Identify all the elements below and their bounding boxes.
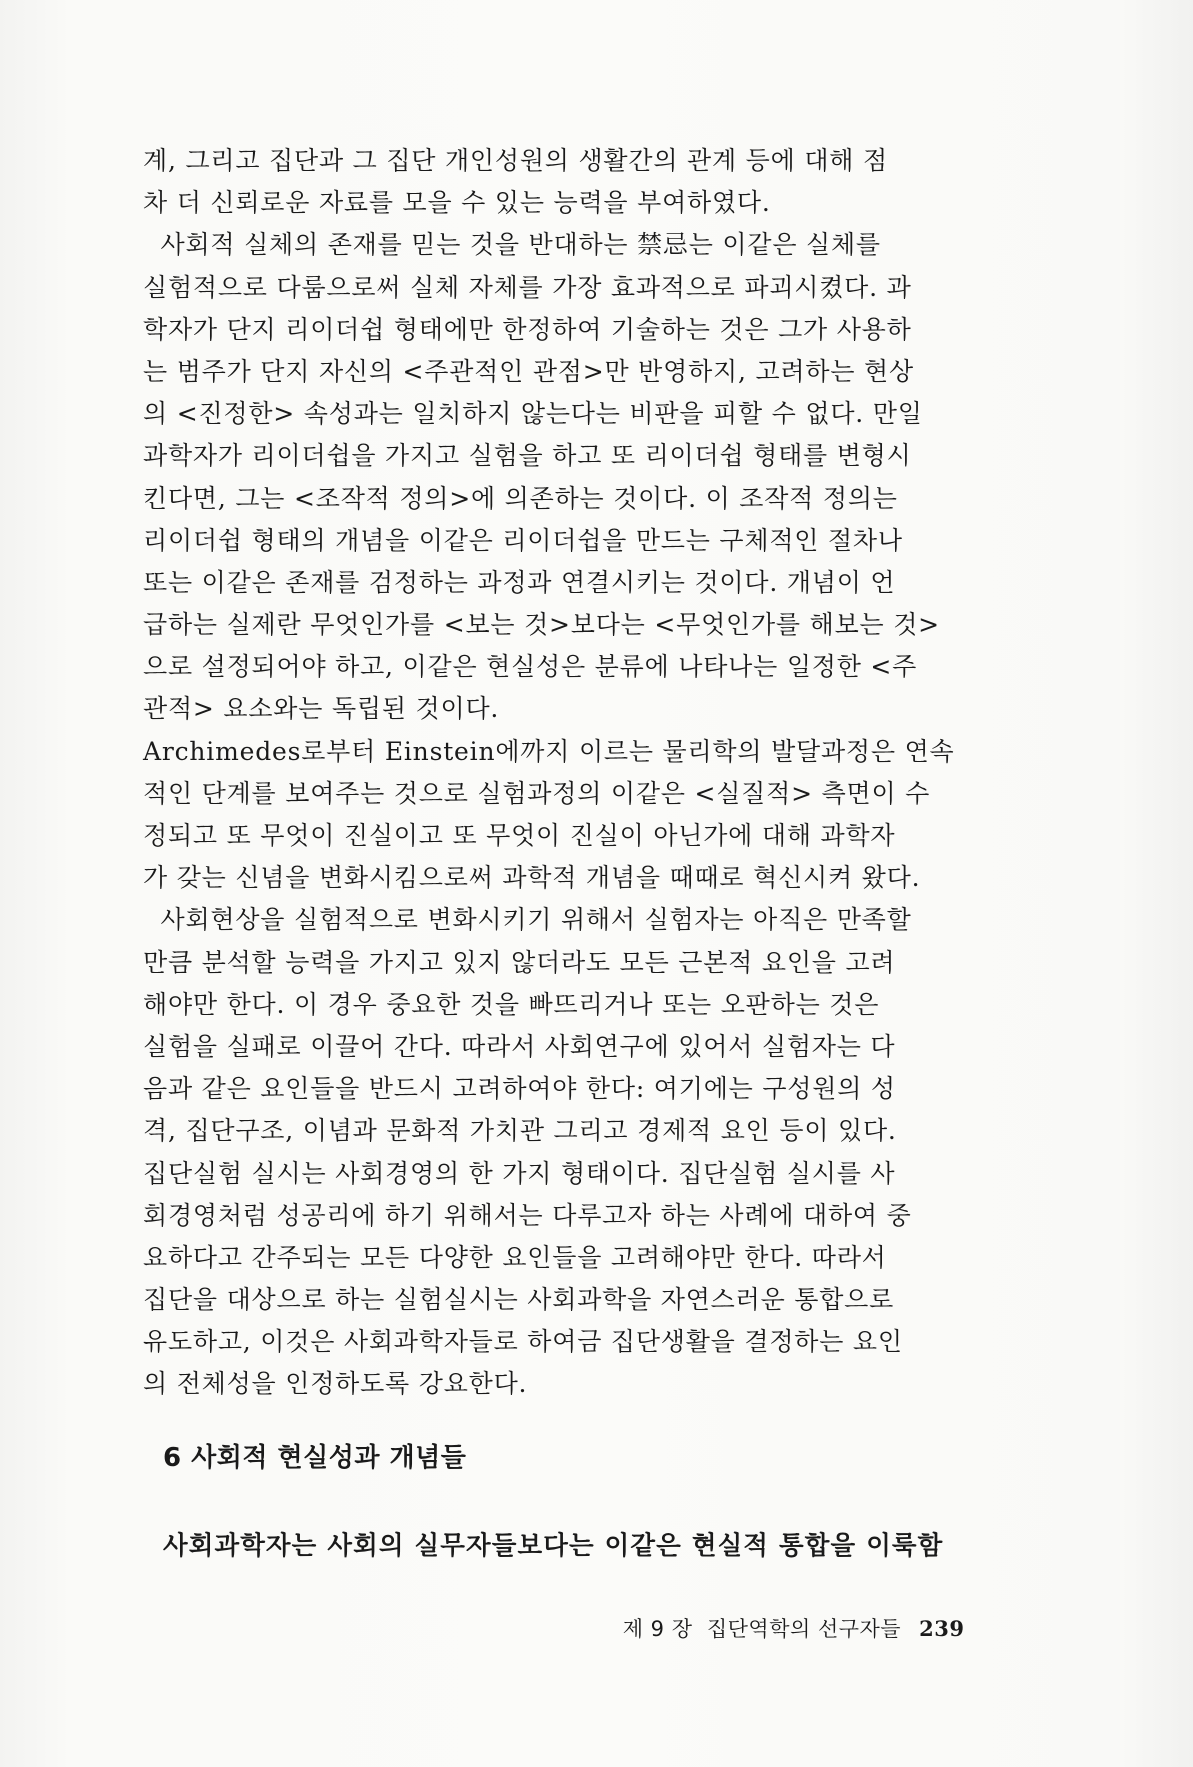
text-line: 적인 단계를 보여주는 것으로 실험과정의 이같은 <실질적> 측면이 수 [143,778,931,808]
text-line: 의 <진정한> 속성과는 일치하지 않는다는 비판을 피할 수 없다. 만일 [143,399,923,429]
text-line: 급하는 실제란 무엇인가를 <보는 것>보다는 <무엇인가를 해보는 것> [143,610,940,640]
text-line: 계, 그리고 집단과 그 집단 개인성원의 생활간의 관계 등에 대해 점 [143,146,888,175]
text-line: 실험적으로 다룸으로써 실체 자체를 가장 효과적으로 파괴시켰다. 과 [143,272,912,302]
text-line: 사회적 실체의 존재를 믿는 것을 반대하는 禁忌는 이같은 실체를 [143,230,881,260]
text-line: 요하다고 간주되는 모든 다양한 요인들을 고려해야만 한다. 따라서 [143,1242,887,1272]
text-line: 실험을 실패로 이끌어 간다. 따라서 사회연구에 있어서 실험자는 다 [143,1031,896,1061]
text-line: 유도하고, 이것은 사회과학자들로 하여금 집단생활을 결정하는 요인 [143,1327,903,1357]
text-line: 킨다면, 그는 <조작적 정의>에 의존하는 것이다. 이 조작적 정의는 [143,483,898,513]
text-line: 만큼 분석할 능력을 가지고 있지 않더라도 모든 근본적 요인을 고려 [143,947,896,977]
text-line: 가 갖는 신념을 변화시킴으로써 과학적 개념을 때때로 혁신시켜 왔다. [143,863,921,893]
body-text [143,140,1023,1406]
section-heading: 6 사회적 현실성과 개념들 [163,1443,467,1473]
text-line: 는 범주가 단지 자신의 <주관적인 관점>만 반영하지, 고려하는 현상 [143,356,914,386]
text-line: 의 전체성을 인정하도록 강요한다. [143,1369,528,1399]
text-line: 관적> 요소와는 독립된 것이다. [143,694,500,724]
text-line: 집단을 대상으로 하는 실험실시는 사회과학을 자연스러운 통합으로 [143,1285,895,1315]
text-line: 격, 집단구조, 이념과 문화적 가치관 그리고 경제적 요인 등이 있다. [143,1116,897,1146]
text-line: 사회현상을 실험적으로 변화시키기 위해서 실험자는 아직은 만족할 [143,905,912,935]
running-footer-chapter: 제 9 장 집단역학의 선구자들 [622,1617,902,1641]
closing-line: 사회과학자는 사회의 실무자들보다는 이같은 현실적 통합을 이룩함 [163,1531,944,1561]
text-line: 과학자가 리이더쉽을 가지고 실험을 하고 또 리이더쉽 형태를 변형시 [143,441,912,471]
text-line: 학자가 단지 리이더쉽 형태에만 한정하여 기술하는 것은 그가 사용하 [143,314,912,344]
text-line: 차 더 신뢰로운 자료를 모을 수 있는 능력을 부여하였다. [143,188,771,218]
text-line: 으로 설정되어야 하고, 이같은 현실성은 분류에 나타나는 일정한 <주 [143,652,918,682]
text-line: Archimedes로부터 Einstein에까지 이르는 물리학의 발달과정은 연속 [143,736,955,766]
text-line: 리이더쉽 형태의 개념을 이같은 리이더쉽을 만드는 구체적인 절차나 [143,525,903,555]
page-footer [594,1589,964,1667]
text-line: 회경영처럼 성공리에 하기 위해서는 다루고자 하는 사례에 대하여 중 [143,1200,912,1230]
text-line: 음과 같은 요인들을 반드시 고려하여야 한다: 여기에는 구성원의 성 [143,1074,896,1104]
text-line: 집단실험 실시는 사회경영의 한 가지 형태이다. 집단실험 실시를 사 [143,1158,896,1188]
text-line: 또는 이같은 존재를 검정하는 과정과 연결시키는 것이다. 개념이 언 [143,567,896,597]
page-number: 239 [919,1616,965,1641]
text-line: 해야만 한다. 이 경우 중요한 것을 빠뜨리거나 또는 오판하는 것은 [143,989,880,1019]
text-line: 정되고 또 무엇이 진실이고 또 무엇이 진실이 아닌가에 대해 과학자 [143,821,896,850]
